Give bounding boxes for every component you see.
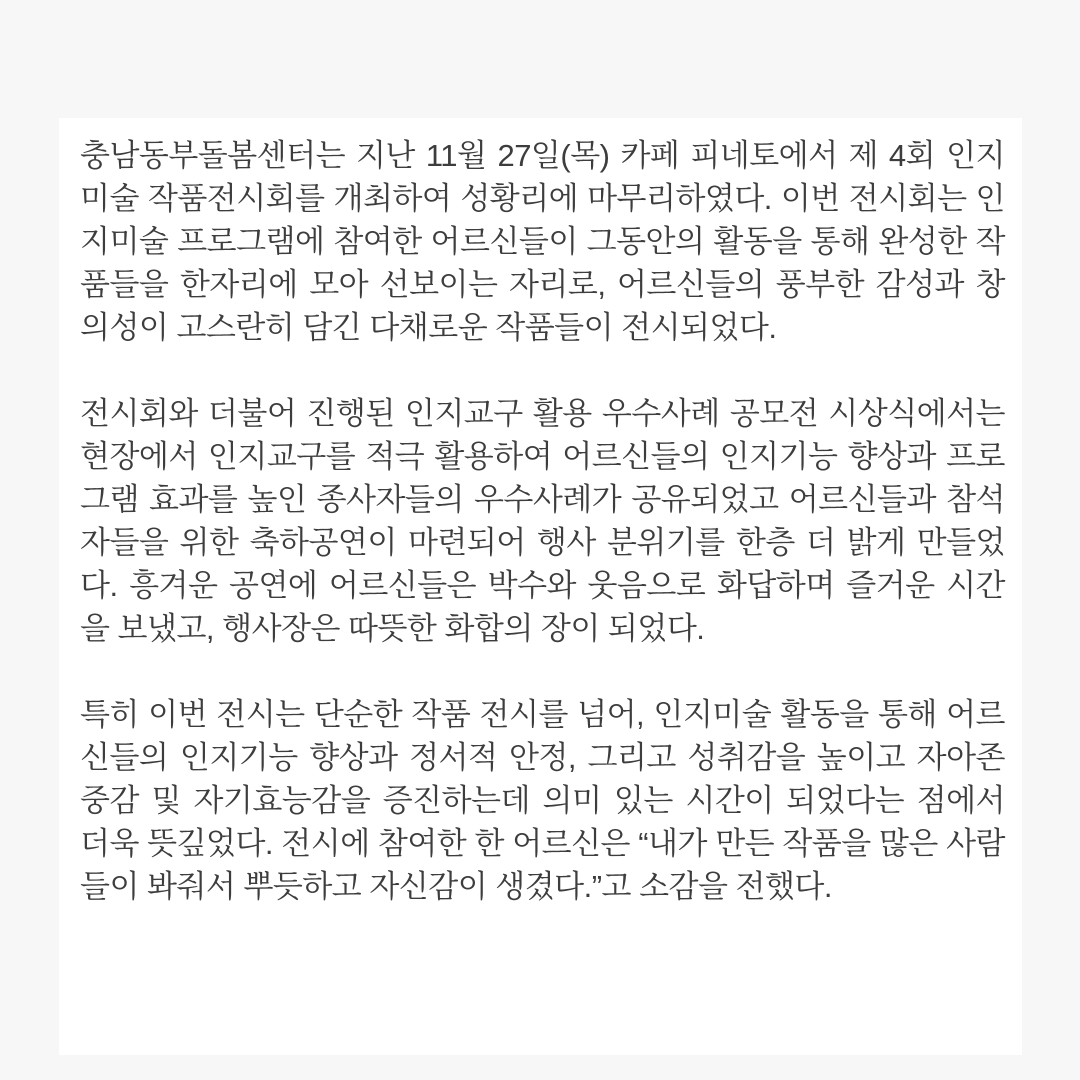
article-card xyxy=(59,118,1022,1055)
article-body xyxy=(80,134,1005,908)
article-paragraph-2: 전시회와 더불어 진행된 인지교구 활용 우수사례 공모전 시상식에서는 현장에서 인지교구를 적극 활용하여 어르신들의 인지기능 향상과 프로그램 효과를 높인 종사자들의 우수사례가 공유되었고 어르신들과 참석자들을 위한 축하공연이 마련되어 행사 분위기를 한층 더 밝게 만들었다. 흥겨운 공연에 어르신들은 박수와 웃음으로 화답하며 즐거운 시간을 보냈고, 행사장은 따뜻한 화합의 장이 되었다. xyxy=(80,396,1005,646)
article-paragraph-3: 특히 이번 전시는 단순한 작품 전시를 넘어, 인지미술 활동을 통해 어르신들의 인지기능 향상과 정서적 안정, 그리고 성취감을 높이고 자아존중감 및 자기효능감을 증진하는데 의미 있는 시간이 되었다는 점에서 더욱 뜻깊었다. 전시에 참여한 한 어르신은 “내가 만든 작품을 많은 사람들이 봐줘서 뿌듯하고 자신감이 생겼다.”고 소감을 전했다. xyxy=(80,697,1005,904)
article-paragraph-1: 충남동부돌봄센터는 지난 11월 27일(목) 카페 피네토에서 제 4회 인지미술 작품전시회를 개최하여 성황리에 마무리하였다. 이번 전시회는 인지미술 프로그램에 참여한 어르신들이 그동안의 활동을 통해 완성한 작품들을 한자리에 모아 선보이는 자리로, 어르신들의 풍부한 감성과 창의성이 고스란히 담긴 다채로운 작품들이 전시되었다. xyxy=(80,138,1005,345)
